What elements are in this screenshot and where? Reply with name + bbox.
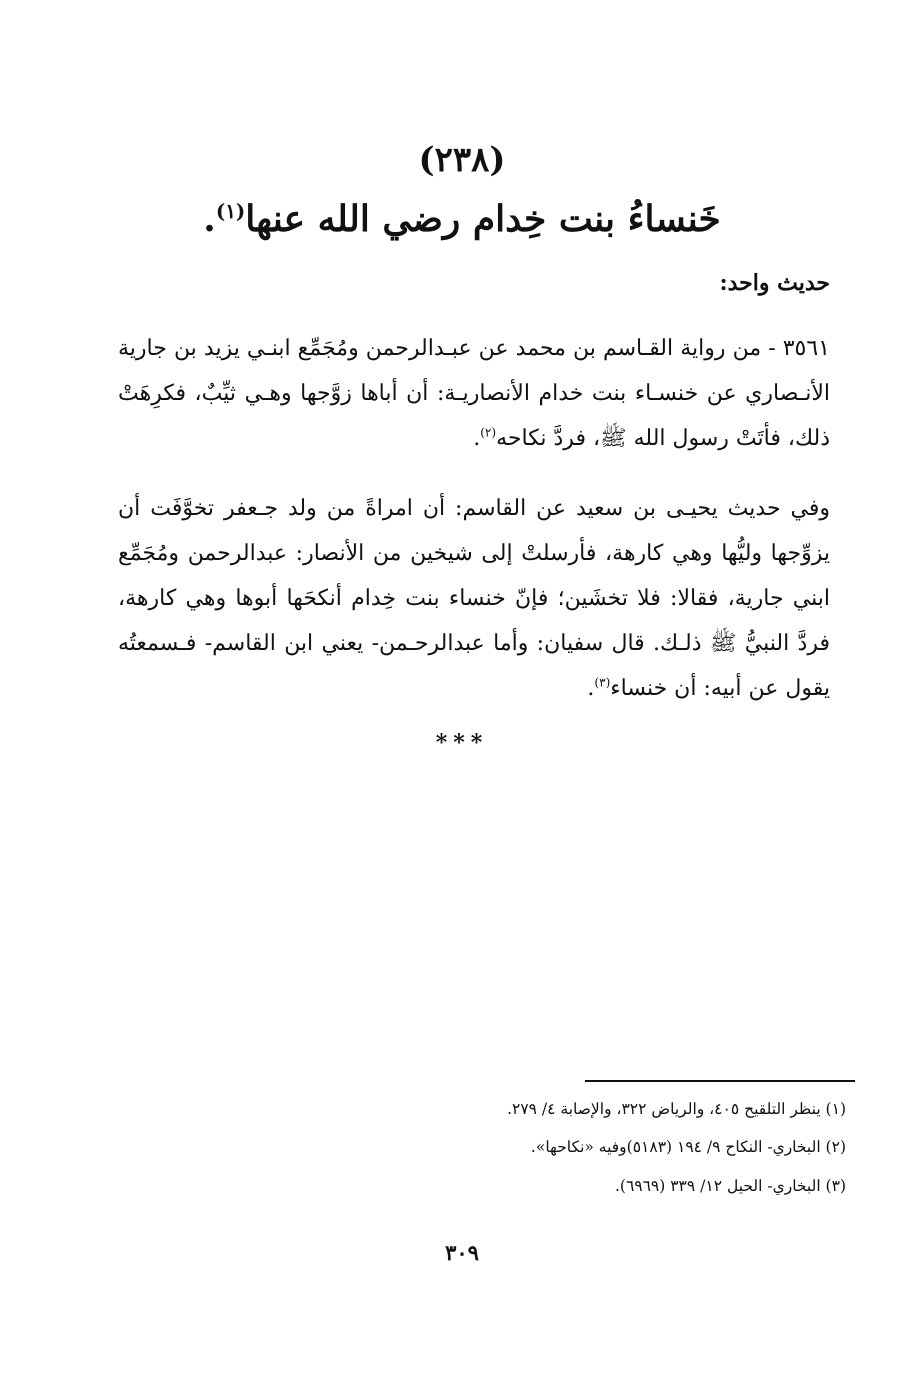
paragraph-end: . [587, 676, 595, 701]
hadith-paragraph [118, 326, 830, 461]
footnote-ref: (٣) [594, 675, 611, 690]
footnote: (٣) البخاري- الحيل ١٢/ ٣٣٩ (٦٩٦٩). [614, 1177, 846, 1195]
footnote-ref: (٢) [480, 425, 497, 440]
paragraph-text: ٣٥٦١ - من رواية القـاسم بن محمد عن عبـدالرحمن ومُجَمِّع ابنـي يزيد بن جارية الأنـصاري عن خنسـاء بنت خدام الأنصاريـة: أن أباها زوَّجها وهـي ثيِّبٌ، فكرِهَتْ ذلك، فأتَتْ رسول الله ﷺ، فردَّ نكاحه [118, 336, 830, 451]
footnote: (١) ينظر التلقيح ٤٠٥، والرياض ٣٢٢، والإصابة ٤/ ٢٧٩. [507, 1100, 846, 1118]
paragraph-text: وفي حديث يحيـى بن سعيد عن القاسم: أن امراةً من ولد جـعفر تخوَّفَت أن يزوِّجها وليُّها وهي كارهة، فأرسلتْ إلى شيخين من الأنصار: عبدالرحمن ومُجَمِّع ابني جارية، فقالا: فلا تخشَين؛ فإنّ خنساء بنت خِدام أنكحَها أبوها وهي كارهة، فردَّ النبيُّ ﷺ ذلـك. قال سفيان: وأما عبدالرحـمن- يعني ابن القاسم- فـسمعتُه يقول عن أبيه: أن خنساء [118, 496, 830, 701]
chapter-title [120, 198, 804, 240]
paragraph-end: . [473, 426, 481, 451]
chapter-title-text: خَنساءُ بنت خِدام رضي الله عنها [245, 198, 721, 240]
page-number: ٣٠٩ [445, 1240, 479, 1265]
chapter-number: (٢٣٨) [418, 140, 506, 180]
footnote: (٢) البخاري- النكاح ٩/ ١٩٤ (٥١٨٣)وفيه «نكاحها». [530, 1138, 846, 1156]
hadith-paragraph [118, 486, 830, 711]
chapter-title-footnote-ref: (١) [215, 199, 246, 223]
section-separator: *** [435, 730, 489, 756]
chapter-title-end: . [203, 198, 216, 240]
section-heading: حديث واحد: [719, 270, 830, 296]
footnote-divider [585, 1080, 855, 1082]
